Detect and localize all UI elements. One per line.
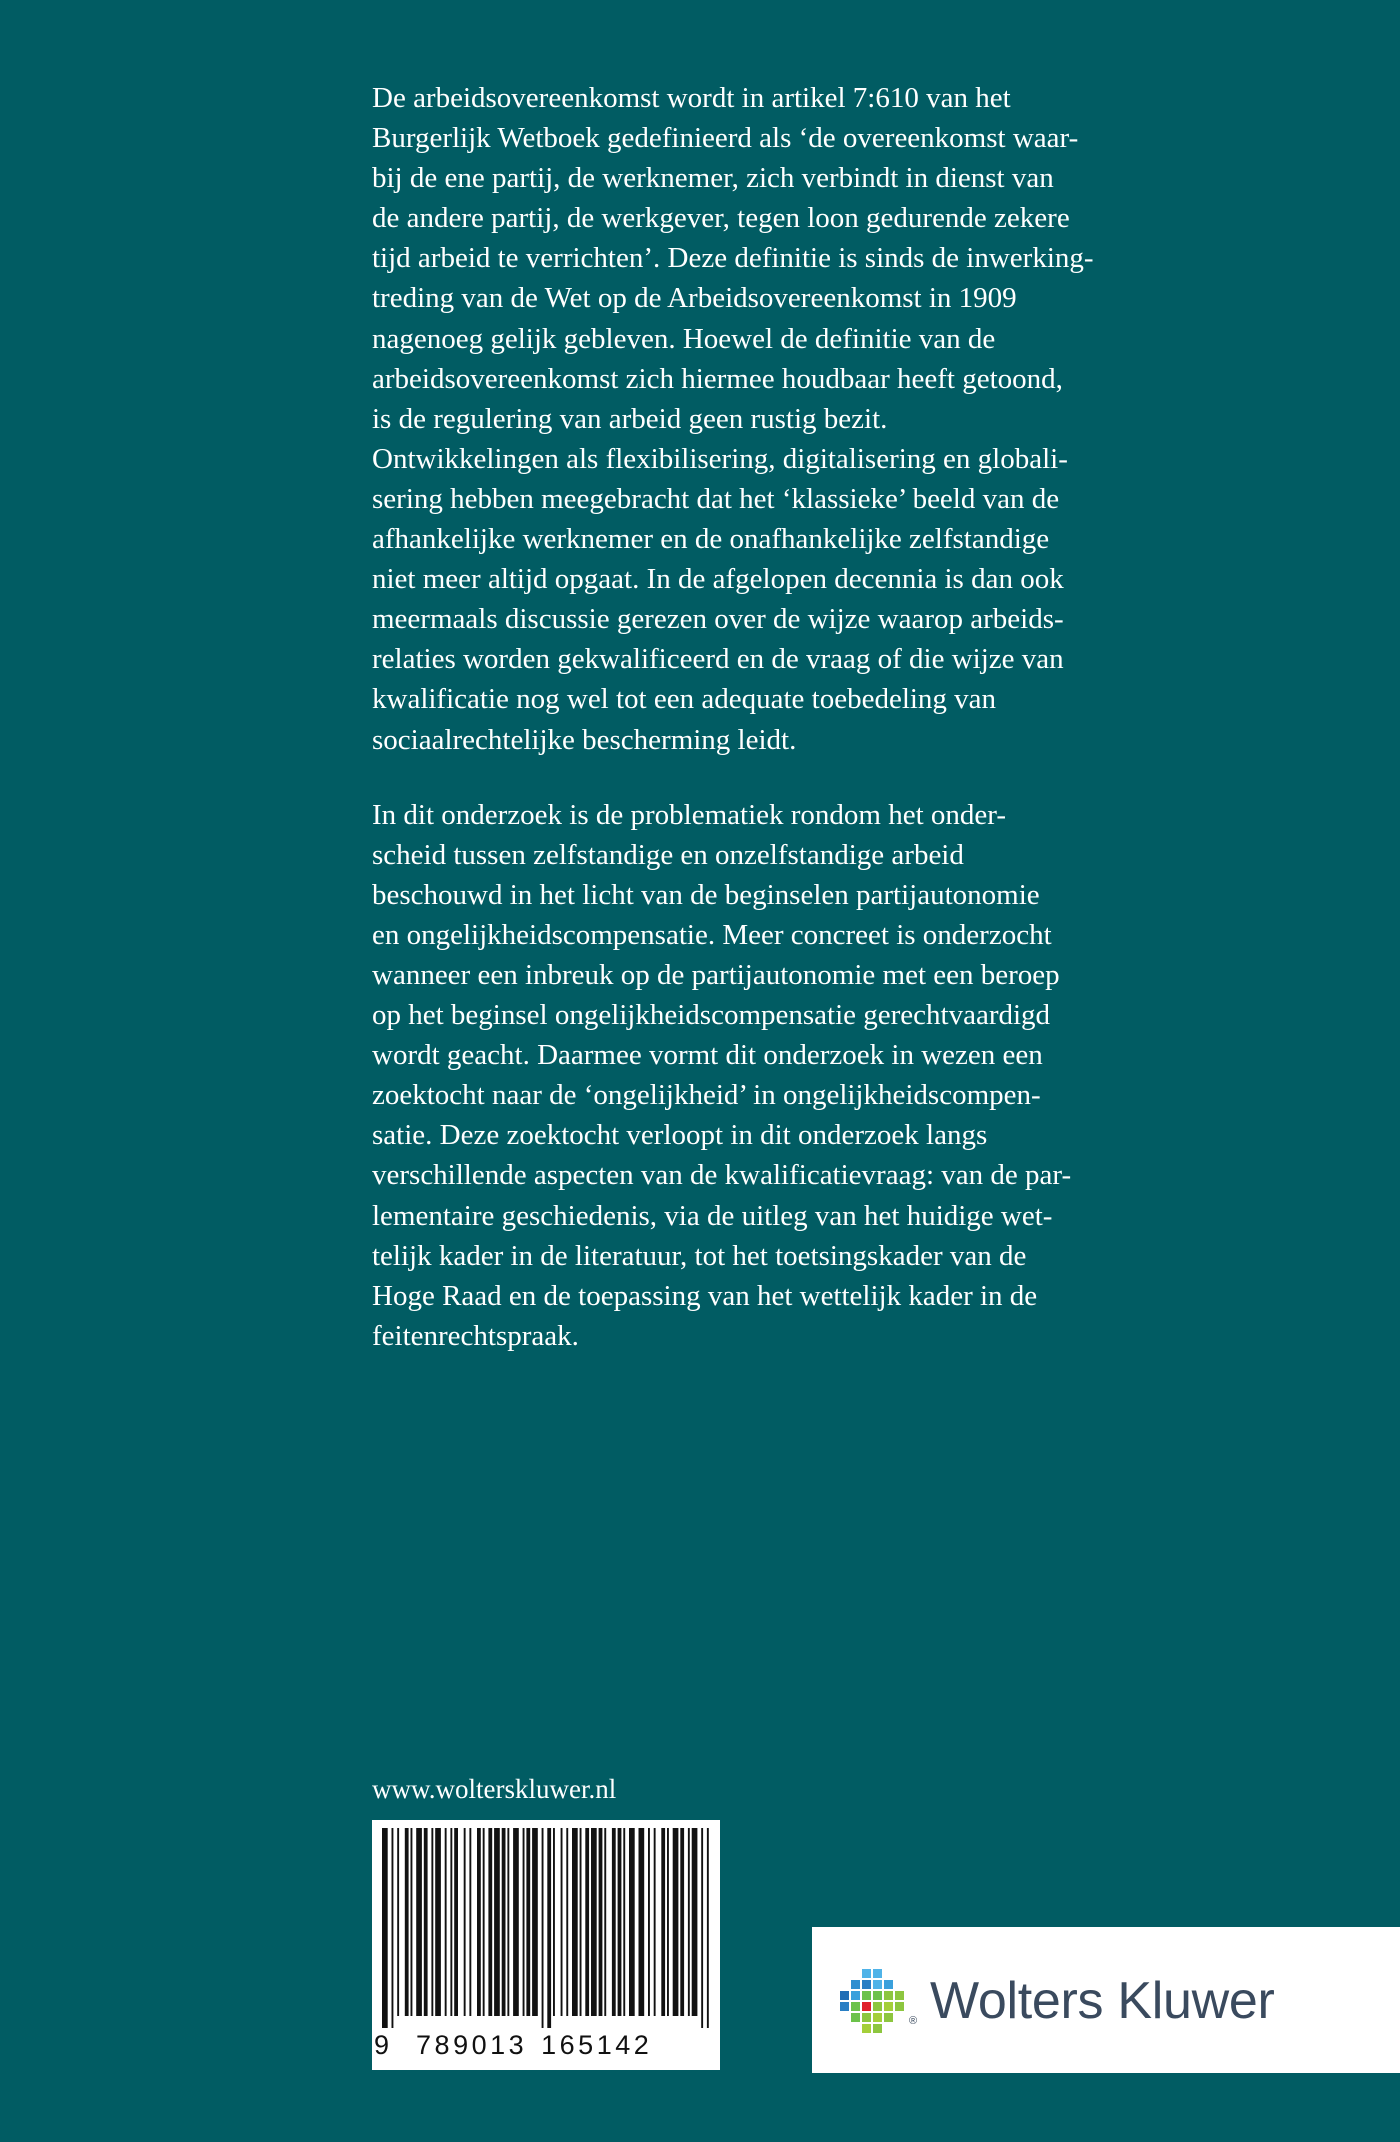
blurb-line: relaties worden gekwalificeerd en de vraag of die wijze van — [372, 643, 1064, 676]
blurb-paragraph-2 — [372, 795, 1092, 1356]
barcode-bar — [612, 1828, 616, 2016]
barcode-bar — [483, 1828, 485, 2016]
registered-mark: ® — [909, 2015, 918, 2027]
barcode-bar — [392, 1828, 394, 2028]
barcode-bar — [454, 1828, 458, 2016]
blurb-line: meermaals discussie gerezen over de wijze waarop arbeids- — [372, 603, 1064, 636]
barcode-bar — [561, 1828, 563, 2016]
barcode-bar — [507, 1828, 509, 2016]
blurb-paragraph-1 — [372, 78, 1092, 760]
blurb-line: beschouwd in het licht van de beginselen partijautonomie — [372, 878, 1040, 911]
isbn-group-1: 789013 — [416, 2030, 528, 2060]
blurb-line: In dit onderzoek is de problematiek rondom het onder- — [372, 798, 1007, 831]
blurb-line: bij de ene partij, de werknemer, zich verbindt in dienst van — [372, 162, 1054, 195]
blurb-line: feitenrechtspraak. — [372, 1319, 579, 1352]
blurb-line: op het beginsel ongelijkheidscompensatie gerechtvaardigd — [372, 999, 1051, 1032]
back-cover-blurb — [372, 78, 1092, 1356]
blurb-line: treding van de Wet op de Arbeidsovereenkomst in 1909 — [372, 282, 1017, 315]
barcode-bar — [639, 1828, 645, 2016]
barcode-bar — [585, 1828, 589, 2016]
blurb-line: wordt geacht. Daarmee vormt dit onderzoek in wezen een — [372, 1039, 1043, 1072]
barcode-bar — [661, 1828, 665, 2016]
barcode-bar — [416, 1828, 422, 2016]
barcode-bar — [469, 1828, 471, 2016]
barcode-bar — [648, 1828, 650, 2016]
barcode-bar — [513, 1828, 519, 2016]
blurb-line: en ongelijkheidscompensatie. Meer concreet is onderzocht — [372, 918, 1052, 951]
isbn-barcode — [372, 1820, 720, 2070]
barcode-bar — [542, 1828, 544, 2028]
blurb-line: verschillende aspecten van de kwalificatievraag: van de par- — [372, 1159, 1072, 1192]
barcode-bar — [701, 1828, 703, 2028]
blurb-line: De arbeidsovereenkomst wordt in artikel 7:610 van het — [372, 82, 1011, 114]
barcode-bar — [547, 1828, 551, 2028]
blurb-line: Ontwikkelingen als flexibilisering, digitalisering en globali- — [372, 442, 1068, 475]
blurb-line: sociaalrechtelijke bescherming leidt. — [372, 723, 797, 756]
blurb-line: telijk kader in de literatuur, tot het toetsingskader van de — [372, 1239, 1027, 1272]
blurb-line: zoektocht naar de ‘ongelijkheid’ in ongelijkheidscompen- — [372, 1079, 1041, 1112]
barcode-bar — [502, 1828, 506, 2016]
blurb-line: lementaire geschiedenis, via de uitleg van het huidige wet- — [372, 1199, 1053, 1232]
barcode-bar — [591, 1828, 597, 2016]
barcode-bar — [532, 1828, 538, 2016]
barcode-bar — [382, 1828, 388, 2028]
blurb-line: wanneer een inbreuk op de partijautonomie met een beroep — [372, 958, 1060, 991]
barcode-bar — [464, 1828, 466, 2016]
blurb-line: sering hebben meegebracht dat het ‘klassieke’ beeld van de — [372, 482, 1060, 515]
barcode-bar — [680, 1828, 684, 2016]
publisher-logo-panel — [812, 1927, 1400, 2073]
barcode-bar — [523, 1828, 525, 2016]
publisher-name: Wolters Kluwer — [930, 1972, 1275, 2030]
blurb-line: niet meer altijd opgaat. In de afgelopen decennia is dan ook — [372, 563, 1064, 596]
barcode-bar — [654, 1828, 656, 2016]
barcode-bar — [494, 1828, 500, 2016]
barcode-bar — [599, 1828, 603, 2016]
barcode-bar — [667, 1828, 669, 2016]
barcode-bar — [629, 1828, 635, 2016]
barcode-bar — [431, 1828, 433, 2016]
barcode-bar — [488, 1828, 492, 2016]
barcode-bar — [397, 1828, 399, 2016]
barcode-bar — [405, 1828, 409, 2016]
blurb-line: is de regulering van arbeid geen rustig bezit. — [372, 402, 888, 435]
barcode-bar — [707, 1828, 709, 2028]
barcode-bar — [604, 1828, 606, 2016]
wolters-kluwer-tile-logo-icon — [836, 1967, 908, 2039]
barcode-bar — [424, 1828, 428, 2016]
barcode-bar — [411, 1828, 413, 2016]
isbn-lead-digit: 9 — [374, 2030, 391, 2060]
blurb-line: nagenoeg gelijk gebleven. Hoewel de definitie van de — [372, 322, 996, 355]
isbn-group-2: 165142 — [541, 2030, 653, 2060]
barcode-bar — [450, 1828, 452, 2016]
barcode-bar — [580, 1828, 582, 2016]
blurb-line: tijd arbeid te verrichten’. Deze definitie is sinds de inwerking- — [372, 242, 1094, 275]
barcode-bar — [445, 1828, 447, 2016]
blurb-line: kwalificatie nog wel tot een adequate toebedeling van — [372, 683, 997, 716]
barcode-bar — [692, 1828, 698, 2016]
publisher-url[interactable]: www.wolterskluwer.nl — [372, 1774, 617, 1804]
barcode-bar — [623, 1828, 625, 2016]
barcode-bar — [688, 1828, 690, 2016]
barcode-bars — [372, 1820, 720, 2030]
barcode-bar — [673, 1828, 679, 2016]
blurb-line: de andere partij, de werkgever, tegen loon gedurende zekere — [372, 202, 1070, 235]
barcode-bar — [526, 1828, 530, 2016]
blurb-line: Hoge Raad en de toepassing van het wettelijk kader in de — [372, 1279, 1038, 1312]
blurb-line: arbeidsovereenkomst zich hiermee houdbaar heeft getoond, — [372, 362, 1063, 395]
barcode-bar — [618, 1828, 622, 2016]
blurb-line: satie. Deze zoektocht verloopt in dit onderzoek langs — [372, 1119, 988, 1152]
barcode-bar — [566, 1828, 568, 2016]
barcode-bar — [477, 1828, 481, 2016]
blurb-line: Burgerlijk Wetboek gedefinieerd als ‘de overeenkomst waar- — [372, 122, 1079, 155]
barcode-bar — [553, 1828, 555, 2016]
blurb-line: scheid tussen zelfstandige en onzelfstandige arbeid — [372, 838, 964, 871]
barcode-bar — [435, 1828, 441, 2016]
barcode-bar — [572, 1828, 578, 2016]
blurb-line: afhankelijke werknemer en de onafhankelijke zelfstandige — [372, 523, 1050, 556]
isbn-digits — [372, 2030, 720, 2061]
